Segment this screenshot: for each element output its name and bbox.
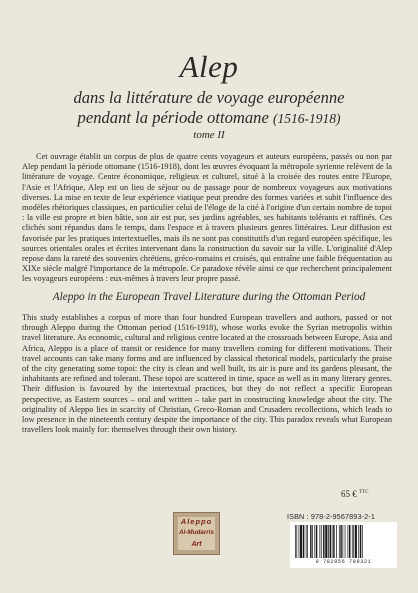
- barcode-bar: [358, 525, 359, 558]
- logo-text-aleppo: Aleppo: [180, 517, 213, 526]
- english-title: Aleppo in the European Travel Literature during the Ottoman Period: [52, 291, 366, 303]
- price-amount: 65 €: [341, 489, 357, 499]
- volume-label: tome II: [193, 129, 225, 141]
- barcode-bar: [355, 525, 357, 558]
- barcode-bar: [307, 525, 308, 558]
- barcode-bar: [360, 525, 361, 558]
- english-summary: This study establishes a corpus of more than four hundred European travellers and authors, passed or not through Aleppo during the Ottoman period (1516-1918), whose works evoke the Syrian metropolis within travel literature. As economic, cultural and religious centre located at the crossroads between Europe, Asia and Africa, Aleppo is a place of transit or residence for many travellers coming for different motivations. Their travel accounts can take many forms and are influenced by classical rhetorical models, particularly the praise of the city generating some topoi: the city is clean and well built, its air is pure and its gardens pleasant, the inhabitants are refined and tolerant. These topoi are scattered in time, space as well as in many literary genres. Their diffusion is favoured by the intertextual practices, but they do not reflect a specific European perspective, as Eastern sources – oral and written – take part in constructing knowledge about the city. The originality of Aleppo lies in scarcity of Christian, Greco-Roman and Crusaders recollections, which leads to low presence in the nineteenth century despite the importance of the city. This paradox reveals what European travellers look mainly for: themselves through their own history.: [22, 313, 392, 435]
- barcode-bar: [312, 525, 313, 558]
- barcode-bars: [294, 525, 393, 558]
- barcode-bar: [316, 525, 317, 558]
- isbn-label: ISBN : 978-2-9567893-2-1: [287, 512, 375, 521]
- barcode-bar: [330, 525, 331, 558]
- barcode-bar: [332, 525, 333, 558]
- barcode-bar: [319, 525, 320, 558]
- barcode-bar: [323, 525, 324, 558]
- barcode-bar: [295, 525, 296, 558]
- publisher-logo: [173, 512, 220, 555]
- barcode-bar: [345, 525, 346, 558]
- barcode-bar: [339, 525, 340, 558]
- barcode: [290, 522, 397, 568]
- subtitle-years: (1516-1918): [272, 111, 341, 126]
- barcode-digits: 9 782956 789321: [315, 559, 372, 565]
- barcode-bar: [343, 525, 344, 558]
- barcode-bar: [306, 525, 307, 558]
- barcode-bar: [336, 525, 337, 558]
- book-subtitle-line-1: dans la littérature de voyage européenne: [73, 88, 345, 107]
- barcode-bar: [325, 525, 327, 558]
- barcode-bar: [353, 525, 354, 558]
- barcode-bar: [300, 525, 302, 558]
- barcode-bar: [314, 525, 315, 558]
- barcode-bar: [362, 525, 363, 558]
- price-suffix: TTC: [359, 490, 369, 495]
- subtitle-text: pendant la période ottomane: [77, 108, 273, 127]
- french-summary: Cet ouvrage établit un corpus de plus de quatre cents voyageurs et auteurs européens, passés ou non par Alep pendant la période ottomane (1516-1918), dont les œuvres évoquant la métropole syrienne relèvent de la littérature de voyage. Centre économique, religieux et culturel, situé à la croisée des routes entre l'Europe, l'Asie et l'Afrique, Alep est un lieu de séjour ou de passage pour de nombreux voyageurs aux motivations diverses. La mise en texte de leur expérience viatique peut prendre des formes variées et subit l'influence des modèles rhétoriques classiques, en particulier celui de l'éloge de la cité à l'origine d'un certain nombre de topoi : la ville est propre et bien bâtie, son air est pur, ses jardins agréables, ses habitants tolérants et raffinés. Ces clichés sont répandus dans le temps, dans l'espace et à travers plusieurs genres littéraires. Leur diffusion est favorisée par les pratiques intertextuelles, mais ils ne sont pas constitutifs d'un regard européen spécifique, les sources orientales orales et écrites intervenant dans la construction du savoir sur la ville. L'originalité d'Alep repose dans la rareté des souvenirs chrétiens, gréco-romains et croisés, qui entraîne une faible fréquentation au XIXe siècle malgré l'importance de la métropole. Ce paradoxe révèle ainsi ce que recherchent principalement les voyageurs européens : eux-mêmes à travers leur propre passé.: [22, 152, 392, 284]
- barcode-bar: [303, 525, 304, 558]
- barcode-bar: [349, 525, 350, 558]
- barcode-bar: [333, 525, 334, 558]
- barcode-bar: [321, 525, 322, 558]
- barcode-bar: [296, 525, 297, 558]
- barcode-bar: [352, 525, 353, 558]
- barcode-bar: [310, 525, 311, 558]
- barcode-bar: [340, 525, 341, 558]
- barcode-bar: [299, 525, 300, 558]
- barcode-bar: [348, 525, 349, 558]
- price-label: [341, 489, 368, 499]
- barcode-bar: [328, 525, 329, 558]
- book-subtitle-line-2: [0, 108, 418, 129]
- logo-text-art: Art: [191, 541, 202, 548]
- logo-text-mudarris: Al-Mudarris: [179, 529, 214, 536]
- book-title: Alep: [179, 49, 239, 84]
